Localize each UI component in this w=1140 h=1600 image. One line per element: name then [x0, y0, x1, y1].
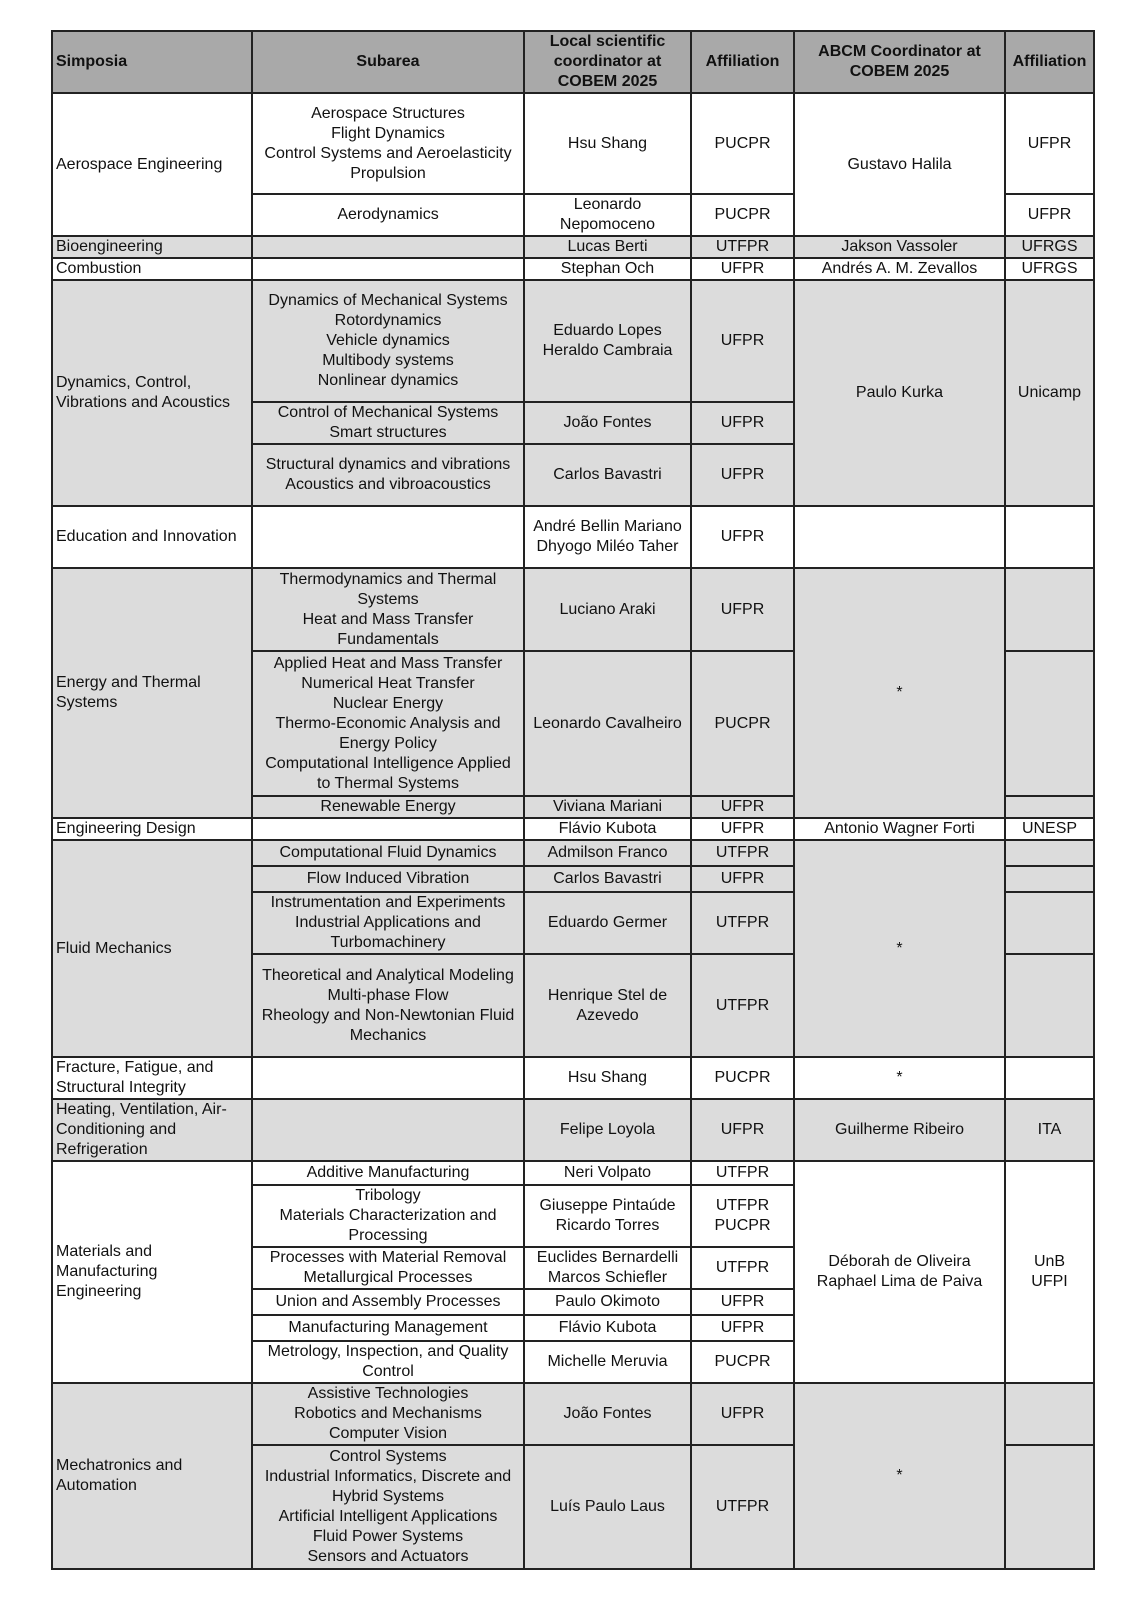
cell-line: Luís Paulo Laus: [550, 1498, 665, 1515]
table-cell: [794, 1099, 1005, 1161]
table-cell: [524, 651, 691, 796]
table-cell: [524, 402, 691, 444]
table-cell: [794, 280, 1005, 506]
table-row: [52, 258, 1094, 280]
table-cell: [691, 1057, 794, 1099]
table-cell: [524, 280, 691, 402]
table-cell: [1005, 1445, 1094, 1569]
cell-line: Thermo-Economic Analysis and: [275, 714, 501, 732]
cell-line: UNESP: [1021, 820, 1078, 837]
table-cell: [524, 506, 691, 568]
table-cell: [524, 1161, 691, 1185]
cell-line: Dhyogo Miléo Taher: [536, 538, 679, 555]
table-cell: [252, 568, 524, 651]
table-cell: [1005, 280, 1094, 506]
table-cell: [524, 866, 691, 892]
table-cell: [1005, 568, 1094, 651]
cell-line: Flávio Kubota: [558, 1319, 657, 1336]
cell-line: Smart structures: [329, 424, 447, 441]
table-cell: [1005, 840, 1094, 866]
table-cell: [52, 818, 252, 840]
cell-line: PUCPR: [714, 1353, 771, 1370]
header-affiliation-local: Affiliation: [691, 31, 794, 93]
table-cell: [691, 194, 794, 236]
cell-line: UTFPR: [715, 238, 770, 255]
table-cell: [524, 194, 691, 236]
cell-line: Dynamics, Control,: [56, 374, 192, 391]
cell-line: Multibody systems: [322, 352, 454, 369]
cell-line: Materials and: [56, 1243, 153, 1260]
table-cell: [691, 506, 794, 568]
table-cell: [252, 93, 524, 194]
table-cell: [252, 1057, 524, 1099]
table-cell: [524, 892, 691, 954]
table-cell: [252, 954, 524, 1057]
cell-line: Turbomachinery: [330, 934, 446, 951]
cell-line: Lucas Berti: [567, 238, 648, 255]
table-cell: [691, 93, 794, 194]
table-cell: [691, 1099, 794, 1161]
table-cell: [1005, 194, 1094, 236]
table-cell: [524, 818, 691, 840]
table-cell: [794, 1057, 1005, 1099]
cell-line: Acoustics and vibroacoustics: [285, 476, 491, 493]
cell-line: ITA: [1037, 1121, 1062, 1138]
cell-line: Fracture, Fatigue, and: [56, 1059, 214, 1076]
cell-line: Multi-phase Flow: [327, 986, 449, 1004]
header-simposia: Simposia: [52, 31, 252, 93]
cell-line: Numerical Heat Transfer: [301, 674, 475, 692]
table-cell: [52, 93, 252, 236]
cell-line: UTFPR: [715, 1197, 770, 1214]
header-affiliation-abcm: Affiliation: [1005, 31, 1094, 93]
table-cell: [252, 506, 524, 568]
cell-line: UFPR: [1027, 134, 1072, 152]
table-row: [52, 818, 1094, 840]
table-cell: [252, 818, 524, 840]
table-cell: [691, 1445, 794, 1569]
symposia-table: [51, 30, 1095, 1570]
table-cell: [524, 1383, 691, 1445]
table-cell: [524, 1289, 691, 1315]
cell-line: UFPR: [720, 260, 765, 277]
cell-line: Dynamics of Mechanical Systems: [268, 292, 508, 309]
cell-line: UTFPR: [715, 1164, 770, 1181]
cell-line: PUCPR: [714, 206, 771, 223]
cell-line: Admilson Franco: [547, 844, 668, 861]
cell-line: Structural dynamics and vibrations: [265, 456, 511, 473]
cell-line: Nepomoceno: [559, 216, 656, 233]
cell-line: Rotordynamics: [334, 312, 442, 329]
table-cell: [691, 402, 794, 444]
cell-line: Processing: [348, 1227, 428, 1244]
table-cell: [691, 1341, 794, 1383]
cell-line: Unicamp: [1017, 384, 1082, 401]
cell-line: Automation: [56, 1477, 137, 1494]
table-cell: [252, 1185, 524, 1247]
cell-line: *: [896, 684, 903, 701]
cell-line: Leonardo Cavalheiro: [533, 714, 682, 732]
cell-line: Eduardo Lopes: [553, 322, 662, 339]
cell-line: Metallurgical Processes: [303, 1269, 473, 1286]
table-cell: [691, 954, 794, 1057]
cell-line: UFPR: [720, 466, 765, 483]
table-cell: [52, 1161, 252, 1383]
table-cell: [794, 258, 1005, 280]
cell-line: UTFPR: [715, 844, 770, 861]
table-cell: [1005, 892, 1094, 954]
cell-line: Control of Mechanical Systems: [277, 404, 499, 421]
cell-line: Control: [362, 1363, 414, 1380]
cell-line: UFPR: [720, 1293, 765, 1310]
cell-line: UFRGS: [1021, 260, 1078, 277]
cell-line: Bioengineering: [56, 238, 163, 255]
table-cell: [794, 818, 1005, 840]
header-abcm-coordinator: ABCM Coordinator at COBEM 2025: [794, 31, 1005, 93]
cell-line: Neri Volpato: [563, 1164, 652, 1181]
cell-line: UTFPR: [715, 914, 770, 931]
table-cell: [252, 402, 524, 444]
table-cell: [252, 892, 524, 954]
table-cell: [691, 1161, 794, 1185]
cell-line: Thermodynamics and Thermal: [279, 570, 497, 588]
cell-line: Tribology: [355, 1187, 421, 1204]
cell-line: PUCPR: [714, 1217, 771, 1234]
table-cell: [691, 236, 794, 258]
cell-line: PUCPR: [714, 134, 771, 152]
table-cell: [691, 818, 794, 840]
table-cell: [1005, 1383, 1094, 1445]
cell-line: Aerospace Engineering: [56, 155, 223, 173]
table-cell: [691, 1247, 794, 1289]
cell-line: Flow Induced Vibration: [306, 870, 470, 887]
cell-line: Raphael Lima de Paiva: [816, 1273, 983, 1290]
cell-line: Marcos Schiefler: [547, 1269, 668, 1286]
cell-line: Carlos Bavastri: [553, 466, 662, 483]
table-cell: [524, 840, 691, 866]
table-cell: [252, 1247, 524, 1289]
cell-line: Carlos Bavastri: [553, 870, 662, 887]
table-cell: [1005, 506, 1094, 568]
table-cell: [252, 1445, 524, 1569]
cell-line: Déborah de Oliveira: [828, 1253, 971, 1270]
cell-line: UFPR: [720, 1121, 765, 1138]
cell-line: Hsu Shang: [567, 1069, 648, 1086]
cell-line: Euclides Bernardelli: [536, 1249, 679, 1266]
cell-line: *: [896, 1467, 903, 1484]
table-cell: [1005, 1099, 1094, 1161]
table-cell: [691, 1383, 794, 1445]
table-cell: [52, 258, 252, 280]
cell-line: Heating, Ventilation, Air-: [56, 1101, 227, 1118]
table-cell: [1005, 651, 1094, 796]
cell-line: PUCPR: [714, 714, 771, 732]
table-row: [52, 236, 1094, 258]
table-cell: [524, 93, 691, 194]
cell-line: Industrial Applications and: [295, 914, 481, 931]
cell-line: Paulo Kurka: [855, 384, 944, 401]
cell-line: Nuclear Energy: [332, 694, 444, 712]
cell-line: Systems: [56, 694, 118, 711]
cell-line: Manufacturing Management: [288, 1319, 488, 1336]
table-cell: [691, 1315, 794, 1341]
table-cell: [252, 840, 524, 866]
table-cell: [52, 236, 252, 258]
cell-line: Heat and Mass Transfer: [302, 610, 474, 628]
table-cell: [252, 1161, 524, 1185]
table-cell: [691, 280, 794, 402]
cell-line: Education and Innovation: [56, 528, 237, 545]
table-cell: [524, 1315, 691, 1341]
cell-line: Luciano Araki: [559, 600, 656, 618]
table-row: [52, 568, 1094, 651]
cell-line: Materials Characterization and: [279, 1207, 497, 1224]
table-row: [52, 280, 1094, 402]
cell-line: Giuseppe Pintaúde: [539, 1197, 676, 1214]
cell-line: Michelle Meruvia: [547, 1353, 668, 1370]
cell-line: Engineering Design: [56, 820, 196, 837]
cell-line: UFPR: [720, 600, 765, 618]
cell-line: Fluid Power Systems: [312, 1528, 464, 1545]
cell-line: João Fontes: [563, 1405, 652, 1422]
cell-line: Ricardo Torres: [555, 1217, 660, 1234]
cell-line: *: [896, 1069, 903, 1086]
cell-line: Computer Vision: [329, 1425, 447, 1442]
table-cell: [1005, 818, 1094, 840]
cell-line: Heraldo Cambraia: [542, 342, 673, 359]
table-cell: [252, 258, 524, 280]
table-cell: [252, 1341, 524, 1383]
table-cell: [252, 280, 524, 402]
table-cell: [524, 1099, 691, 1161]
cell-line: Artificial Intelligent Applications: [278, 1508, 498, 1525]
table-cell: [1005, 1161, 1094, 1383]
table-cell: [691, 840, 794, 866]
cell-line: UFPR: [720, 870, 765, 887]
cell-line: Aerospace Structures: [311, 104, 465, 122]
cell-line: Robotics and Mechanisms: [294, 1405, 482, 1422]
table-cell: [52, 568, 252, 818]
table-cell: [52, 506, 252, 568]
cell-line: Aerodynamics: [337, 206, 439, 223]
header-row: [52, 31, 1094, 93]
cell-line: Jakson Vassoler: [841, 238, 958, 255]
cell-line: Sensors and Actuators: [307, 1548, 469, 1565]
table-cell: [52, 1383, 252, 1569]
table-cell: [524, 1185, 691, 1247]
table-cell: [794, 1161, 1005, 1383]
header-subarea: Subarea: [252, 31, 524, 93]
cell-line: Fluid Mechanics: [56, 939, 172, 957]
cell-line: Guilherme Ribeiro: [835, 1121, 964, 1138]
cell-line: to Thermal Systems: [317, 774, 459, 792]
cell-line: UFPR: [720, 1405, 765, 1422]
cell-line: Energy Policy: [339, 734, 437, 752]
cell-line: Hsu Shang: [567, 134, 648, 152]
table-cell: [794, 93, 1005, 236]
cell-line: Systems: [357, 590, 419, 608]
table-row: [52, 1383, 1094, 1445]
table-cell: [691, 651, 794, 796]
cell-line: Combustion: [56, 260, 142, 277]
header-local-coordinator: Local scientific coordinator at COBEM 2025: [524, 31, 691, 93]
table-cell: [691, 258, 794, 280]
table-cell: [524, 1445, 691, 1569]
table-row: [52, 1057, 1094, 1099]
cell-line: Viviana Mariani: [552, 798, 663, 815]
cell-line: UFRGS: [1021, 238, 1078, 255]
cell-line: Structural Integrity: [56, 1079, 186, 1096]
cell-line: Union and Assembly Processes: [275, 1293, 501, 1310]
cell-line: Andrés A. M. Zevallos: [821, 260, 978, 277]
cell-line: Vibrations and Acoustics: [56, 394, 231, 411]
cell-line: UFPI: [1031, 1273, 1068, 1290]
table-cell: [691, 1289, 794, 1315]
table-cell: [52, 1057, 252, 1099]
table-row: [52, 506, 1094, 568]
table-cell: [524, 1341, 691, 1383]
table-cell: [524, 1247, 691, 1289]
table-cell: [524, 954, 691, 1057]
cell-line: Refrigeration: [56, 1141, 148, 1158]
table-cell: [691, 1185, 794, 1247]
table-cell: [524, 796, 691, 818]
table-cell: [252, 1289, 524, 1315]
cell-line: Mechatronics and: [56, 1457, 183, 1474]
cell-line: Gustavo Halila: [847, 155, 952, 173]
cell-line: *: [896, 939, 903, 957]
table-cell: [1005, 866, 1094, 892]
cell-line: Manufacturing: [56, 1263, 158, 1280]
table-cell: [252, 1383, 524, 1445]
table-cell: [524, 236, 691, 258]
cell-line: UFPR: [1027, 206, 1072, 223]
cell-line: Conditioning and: [56, 1121, 177, 1138]
table-row: [52, 1099, 1094, 1161]
cell-line: UFPR: [720, 414, 765, 431]
table-cell: [1005, 954, 1094, 1057]
table-cell: [524, 1057, 691, 1099]
cell-line: UnB: [1033, 1253, 1066, 1270]
cell-line: Paulo Okimoto: [555, 1293, 660, 1310]
cell-line: Control Systems: [329, 1448, 447, 1465]
cell-line: Theoretical and Analytical Modeling: [262, 966, 514, 984]
table-row: [52, 840, 1094, 866]
table-cell: [252, 796, 524, 818]
cell-line: Antonio Wagner Forti: [824, 820, 975, 837]
table-cell: [794, 236, 1005, 258]
cell-line: Computational Fluid Dynamics: [279, 844, 497, 861]
cell-line: UFPR: [720, 332, 765, 349]
cell-line: Engineering: [56, 1283, 142, 1300]
cell-line: Additive Manufacturing: [306, 1164, 470, 1181]
cell-line: Flávio Kubota: [558, 820, 657, 837]
cell-line: Energy and Thermal: [56, 674, 201, 691]
table-cell: [691, 866, 794, 892]
cell-line: Hybrid Systems: [331, 1488, 445, 1505]
cell-line: Nonlinear dynamics: [317, 372, 459, 389]
table-cell: [252, 194, 524, 236]
cell-line: Leonardo: [573, 196, 642, 213]
cell-line: Flight Dynamics: [331, 124, 445, 142]
table-cell: [1005, 93, 1094, 194]
table-cell: [1005, 796, 1094, 818]
cell-line: Computational Intelligence Applied: [265, 754, 511, 772]
table-cell: [252, 651, 524, 796]
cell-line: Eduardo Germer: [547, 914, 668, 931]
table-cell: [1005, 258, 1094, 280]
cell-line: PUCPR: [714, 1069, 771, 1086]
cell-line: André Bellin Mariano: [533, 518, 682, 535]
table-cell: [252, 444, 524, 506]
table-cell: [52, 840, 252, 1057]
cell-line: UFPR: [720, 798, 765, 815]
table-cell: [794, 1383, 1005, 1569]
cell-line: Azevedo: [576, 1006, 639, 1024]
cell-line: Renewable Energy: [320, 798, 456, 815]
cell-line: Assistive Technologies: [307, 1385, 469, 1402]
cell-line: Henrique Stel de: [547, 986, 668, 1004]
cell-line: Stephan Och: [560, 260, 655, 277]
table-cell: [1005, 236, 1094, 258]
cell-line: Industrial Informatics, Discrete and: [264, 1468, 512, 1485]
cell-line: UTFPR: [715, 996, 770, 1014]
table-cell: [524, 568, 691, 651]
cell-line: João Fontes: [563, 414, 652, 431]
table-cell: [524, 258, 691, 280]
table-row: [52, 1161, 1094, 1185]
cell-line: Instrumentation and Experiments: [270, 894, 506, 911]
table-cell: [52, 280, 252, 506]
cell-line: UFPR: [720, 820, 765, 837]
table-cell: [691, 444, 794, 506]
cell-line: Vehicle dynamics: [326, 332, 450, 349]
cell-line: Control Systems and Aeroelasticity: [264, 144, 512, 162]
table-cell: [252, 1099, 524, 1161]
cell-line: UTFPR: [715, 1259, 770, 1276]
table-cell: [52, 1099, 252, 1161]
cell-line: Applied Heat and Mass Transfer: [273, 654, 503, 672]
cell-line: Felipe Loyola: [559, 1121, 656, 1138]
cell-line: Rheology and Non-Newtonian Fluid: [261, 1006, 515, 1024]
table-cell: [252, 236, 524, 258]
cell-line: UTFPR: [715, 1498, 770, 1515]
cell-line: Metrology, Inspection, and Quality: [267, 1343, 509, 1360]
cell-line: Propulsion: [350, 164, 426, 182]
table-cell: [1005, 1057, 1094, 1099]
cell-line: Mechanics: [349, 1026, 427, 1044]
cell-line: UFPR: [720, 528, 765, 545]
table-row: [52, 93, 1094, 194]
table-cell: [252, 866, 524, 892]
table-cell: [691, 892, 794, 954]
table-cell: [691, 568, 794, 651]
table-cell: [524, 444, 691, 506]
table-cell: [794, 568, 1005, 818]
cell-line: UFPR: [720, 1319, 765, 1336]
table-cell: [691, 796, 794, 818]
table-body: [52, 93, 1094, 1569]
table-cell: [794, 506, 1005, 568]
table-cell: [252, 1315, 524, 1341]
cell-line: Fundamentals: [337, 630, 439, 648]
cell-line: Processes with Material Removal: [269, 1249, 507, 1266]
table-cell: [794, 840, 1005, 1057]
